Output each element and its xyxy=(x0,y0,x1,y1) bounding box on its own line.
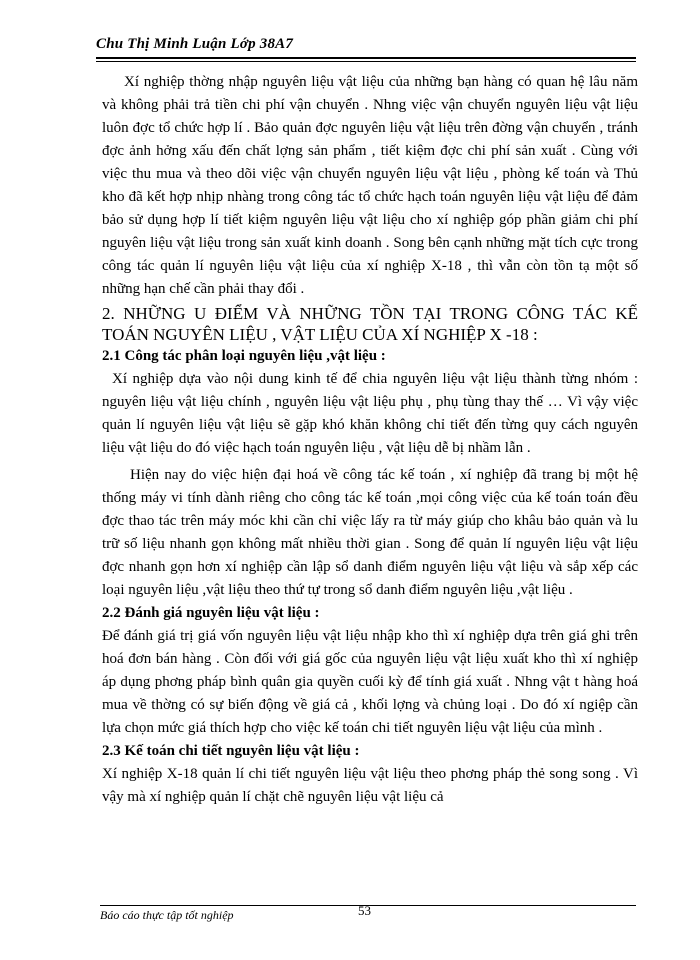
subheading-2-2: 2.2 Đánh giá nguyên liệu vật liệu : xyxy=(102,605,320,621)
section-heading-line-2: TOÁN NGUYÊN LIỆU , VẬT LIỆU CỦA XÍ NGHIỆP X -18 : xyxy=(102,325,538,344)
paragraph-4: Để đánh giá trị giá vốn nguyên liệu vật liệu nhập kho thì xí nghiệp dựa trên giá ghi trên hoá đơn bán hàng . Còn đối với giá gốc của nguyên liệu vật liệu xuất kho thì xí nghiệp áp dụng phơng pháp bình quân gia quyền cuối kỳ để tính giá xuất . Nhng vật t hàng hoá mua về thờng có sự biến động về giá cả , khối lợng và chủng loại . Do đó xí ngiệp cần lựa chọn mức giá thích hợp cho việc kế toán chi tiết nguyên liệu vật liệu của mình . xyxy=(102,628,638,736)
paragraph-5: Xí nghiệp X-18 quản lí chi tiết nguyên liệu vật liệu theo phơng pháp thẻ song song . Vì vậy mà xí nghiệp quản lí chặt chẽ nguyên liệu vật liệu cả xyxy=(102,766,638,805)
header-rule-thin xyxy=(96,61,636,62)
section-heading-line-1: 2. NHỮNG U ĐIỂM VÀ NHỮNG TỒN TẠI TRONG CÔNG TÁC KẾ xyxy=(102,304,638,323)
paragraph-2: Xí nghiệp dựa vào nội dung kinh tế để chia nguyên liệu vật liệu thành từng nhóm : nguyên liệu vật liệu chính , nguyên liệu vật liệu phụ , phụ tùng thay thế … Vì vậy việc quản lí nguyên liệu vật liệu sẽ gặp khó khăn không chỉ tiết đến từng quy cách nguyên liệu vật liệu do đó việc hạch toán nguyên liệu , vật liệu dễ bị nhầm lẫn . xyxy=(102,371,638,456)
header-author-class: Chu Thị Minh Luận Lớp 38A7 xyxy=(96,36,294,52)
section-heading-2 xyxy=(102,303,638,345)
subheading-2-3: 2.3 Kế toán chi tiết nguyên liệu vật liệu : xyxy=(102,743,360,759)
paragraph-3: Hiện nay do việc hiện đại hoá về công tác kế toán , xí nghiệp đã trang bị một hệ thống máy vi tính dành riêng cho công tác kế toán ,mọi công việc của kế toán toán đều đợc thao tác trên máy móc khi cần chỉ việc lấy ra từ máy giúp cho khâu bảo quản và lu trữ số liệu nhanh gọn không mất nhiều thời gian . Song để quản lí nguyên liệu vật liệu đợc nhanh gọn hơn xí nghiệp cần lập sổ danh điểm nguyên liệu vật liệu và sắp xếp các loại nguyên liệu ,vật liệu theo thứ tự trong sổ danh điểm nguyên liệu ,vật liệu . xyxy=(102,467,638,598)
page-header xyxy=(96,36,636,58)
paragraph-1: Xí nghiệp thờng nhập nguyên liệu vật liệu của những bạn hàng có quan hệ lâu năm và không phải trả tiền chi phí vận chuyển . Nhng việc vận chuyển nguyên liệu vật liệu luôn đợc tổ chức hợp lí . Bảo quản đợc nguyên liệu vật liệu trên đờng vận chuyển , tránh đợc ảnh hởng xấu đến chất lợng sản phẩm , tiết kiệm đợc chi phí sản xuất . Cùng với việc thu mua và theo dõi việc vận chuyển nguyên liệu vật liệu , phòng kế toán và Thủ kho đã kết hợp nhịp nhàng trong công tác tổ chức hạch toán nguyên liệu vật liệu để đảm bảo sử dụng hợp lí tiết kiệm nguyên liệu vật liệu cho xí nghiệp góp phần giảm chi phí nguyên liệu vật liệu trong sản xuất kinh doanh . Song bên cạnh những mặt tích cực trong công tác quản lí nguyên liệu vật liệu của xí nghiệp X-18 , thì vẫn còn tồn tạ một số những hạn chế cần phải thay đổi . xyxy=(102,74,638,297)
header-rule-thick xyxy=(96,57,636,59)
page-number: 53 xyxy=(358,903,371,918)
document-body xyxy=(102,71,638,809)
footer-report-title: Báo cáo thực tập tốt nghiệp xyxy=(100,908,234,922)
subheading-2-1: 2.1 Công tác phân loại nguyên liệu ,vật liệu : xyxy=(102,348,386,364)
